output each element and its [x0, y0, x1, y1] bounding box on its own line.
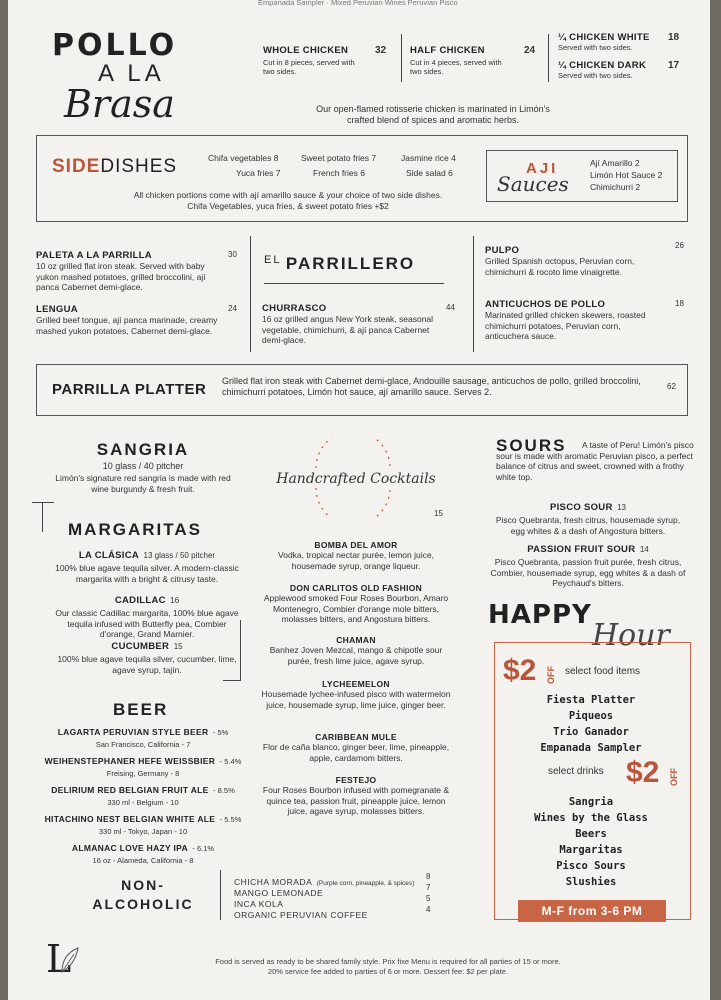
- beer-title: BEER: [113, 700, 169, 719]
- item-desc: 100% blue agave tequila silver, cucumber, lime, agave syrup, tajín.: [57, 654, 237, 675]
- side-price: 7: [371, 153, 377, 163]
- happy-hour-title: HAPPY: [488, 600, 592, 630]
- item-name: CUCUMBER: [111, 641, 170, 652]
- parrillero-title: [264, 254, 415, 274]
- item-name: CADILLAC: [114, 595, 166, 606]
- item-name: HALF CHICKEN: [410, 45, 485, 56]
- item-name: CHURRASCO: [262, 303, 327, 314]
- chicken-note: Our open-flamed rotisserie chicken is marinated in Limón's crafted blend of spices and aromatic herbs.: [316, 104, 550, 125]
- item-sub: Freising, Germany - 8: [106, 769, 180, 778]
- beer-item: [28, 838, 258, 865]
- side-item: [313, 168, 393, 179]
- side-price: 6: [360, 168, 365, 178]
- item-name: MANGO LEMONADE: [234, 888, 324, 898]
- item-desc: 100% blue agave tequila silver. A modern-classic margarita with a bright & citrusy taste.: [55, 563, 239, 584]
- side-price: 8: [273, 153, 279, 163]
- food-discount-label: select food items: [565, 666, 641, 677]
- happy-food-item: Piqueos: [568, 710, 614, 722]
- item-name: ANTICUCHOS DE POLLO: [485, 299, 606, 310]
- parrillero-item: [36, 304, 246, 336]
- item-name: LYCHEEMELON: [322, 679, 390, 689]
- brand-letter: L: [46, 937, 72, 981]
- logo-a-la: A LA: [98, 60, 165, 87]
- top-strip-text: Empanada Sampler · Mixed Peruvian Wines Peruvian Pisco: [258, 0, 458, 7]
- item-price: 30: [228, 250, 237, 259]
- aji-item: [590, 170, 680, 181]
- side-title-rest: DISHES: [100, 156, 178, 177]
- sangria-title: SANGRIA: [96, 440, 190, 459]
- side-name: French fries: [313, 168, 358, 178]
- cocktail-item: [260, 732, 452, 763]
- corner-line: [32, 502, 54, 503]
- divider: [473, 236, 474, 352]
- divider: [401, 34, 402, 82]
- item-price: 13: [617, 503, 626, 512]
- platter-desc: Grilled flat iron steak with Cabernet demi-glace, Andouille sausage, anticuchos de pollo, grilled broccolini, chimichurri potatoes, Limón hot sauce, ají amarillo sauce. Serves 2.: [222, 376, 641, 397]
- item-desc: Our classic Cadillac margarita, 100% blue agave tequila infused with Butterfly pea, Combier d'orange, Grand Marnier.: [55, 608, 239, 639]
- item-abv: - 5.5%: [219, 815, 242, 824]
- happy-drink-item: Pisco Sours: [556, 860, 626, 872]
- margarita-item: [52, 636, 242, 675]
- aji-name: Ají Amarillo: [590, 158, 633, 168]
- item-name: FESTEJO: [335, 775, 377, 785]
- item-price: 32: [375, 45, 387, 56]
- food-discount-off: OFF: [546, 666, 556, 684]
- item-abv: - 5.4%: [219, 757, 242, 766]
- beer-item: [28, 722, 258, 749]
- aji-price: 2: [635, 182, 641, 192]
- item-price: 13 glass / 50 pitcher: [143, 551, 216, 560]
- item-price: 8: [426, 872, 431, 881]
- side-name: Jasmine rice: [401, 153, 449, 163]
- item-desc: Marinated grilled chicken skewers, roasted chimichurri potatoes, Peruvian corn, anticuchera sauce.: [485, 310, 646, 341]
- platter-name: PARRILLA PLATTER: [52, 381, 207, 398]
- item-name: LAGARTA PERUVIAN STYLE BEER: [57, 727, 209, 737]
- sour-item: [488, 497, 688, 536]
- side-dishes-title: [52, 156, 177, 178]
- margaritas-title: MARGARITAS: [68, 520, 202, 539]
- aji-name: Limón Hot Sauce: [590, 170, 656, 180]
- logo-brasa: Brasa: [64, 82, 175, 126]
- leaf-icon: [58, 946, 80, 974]
- item-sub: 330 ml - Belgium - 10: [107, 798, 179, 807]
- side-name: Yuca fries: [236, 168, 274, 178]
- happy-food-item: Empanada Sampler: [540, 742, 642, 754]
- item-desc: Flor de caña blanco, ginger beer, lime, pineapple, apple, cardamom bitters.: [262, 742, 450, 763]
- happy-food-list: [496, 692, 686, 756]
- side-price: 4: [451, 153, 456, 163]
- item-name: CARIBBEAN MULE: [315, 732, 397, 742]
- item-name: INCA KOLA: [234, 899, 284, 909]
- item-name: ALMANAC LOVE HAZY IPA: [71, 843, 188, 853]
- item-price: 24: [228, 304, 237, 313]
- item-price: 24: [524, 45, 536, 56]
- item-desc: Housemade lychee-infused pisco with watermelon juice, housemade syrup, lime juice, ginger beer.: [261, 689, 451, 710]
- side-item: [406, 168, 486, 179]
- corner-line: [223, 680, 241, 681]
- item-abv: - 6.1%: [192, 844, 215, 853]
- aji-title: AJI: [526, 160, 559, 177]
- drink-discount-off: OFF: [669, 768, 679, 786]
- margarita-item: [52, 545, 242, 584]
- sangria-sub: 10 glass / 40 pitcher: [102, 461, 184, 471]
- item-abv: - 5%: [212, 728, 229, 737]
- happy-hour-times: M-F from 3-6 PM: [518, 900, 666, 922]
- item-name: PISCO SOUR: [549, 502, 613, 513]
- item-sub: 16 oz - Alameda, California - 8: [92, 856, 194, 865]
- item-desc: Grilled Spanish octopus, Peruvian corn, chimichurri & rocoto lime vinaigrette.: [485, 256, 635, 277]
- drink-discount-amount: $2: [626, 756, 660, 789]
- item-price: 18: [668, 32, 680, 43]
- item-price: 16: [170, 596, 180, 605]
- item-name: ¼ CHICKEN DARK: [558, 60, 647, 71]
- item-price: 18: [675, 299, 684, 308]
- item-desc: Four Roses Bourbon infused with pomegranate & quince tea, passion fruit, pineapple juice, lemon juice, agave syrup, molasses bitters.: [262, 785, 450, 816]
- item-price: 4: [426, 905, 431, 914]
- happy-food-item: Trio Ganador: [553, 726, 629, 738]
- happy-drink-list: [496, 794, 686, 890]
- half-chicken-item: [410, 45, 540, 76]
- brand-logo: [44, 937, 84, 982]
- item-price: 44: [446, 303, 455, 312]
- menu-page: [8, 0, 710, 1000]
- happy-drink-item: Beers: [575, 828, 607, 840]
- parrillero-item: [36, 250, 246, 293]
- side-name: Side salad: [406, 168, 446, 178]
- item-desc: Cut in 4 pieces, served with two sides.: [410, 58, 502, 76]
- non-alcoholic-title-1: NON-: [121, 877, 165, 893]
- aji-item: [590, 182, 680, 193]
- aji-sauces-title: Sauces: [497, 172, 569, 196]
- item-name: DELIRIUM RED BELGIAN FRUIT ALE: [51, 785, 209, 795]
- parrillero-item: [262, 303, 462, 346]
- happy-drink-item: Sangria: [568, 796, 614, 808]
- item-desc: Pisco Quebranta, fresh citrus, housemade syrup, egg whites & a dash of Angostura bitters.: [495, 515, 681, 536]
- happy-drink-item: Slushies: [565, 876, 617, 888]
- happy-food-item: Fiesta Platter: [546, 694, 636, 706]
- item-name: HITACHINO NEST BELGIAN WHITE ALE: [44, 814, 216, 824]
- item-name: PASSION FRUIT SOUR: [527, 544, 636, 555]
- item-desc: 10 oz grilled flat iron steak. Served with baby yukon mashed potatoes, grilled broccolini, ají panca Cabernet demi-glace.: [36, 261, 206, 292]
- item-price: 15: [173, 642, 183, 651]
- item-abv: - 8.5%: [213, 786, 235, 795]
- happy-drink-item: Margaritas: [559, 844, 623, 856]
- corner-line: [240, 620, 241, 680]
- item-desc: Served with two sides.: [558, 43, 633, 52]
- item-name: CHICHA MORADA: [234, 877, 313, 887]
- item-desc: Banhez Joven Mezcal, mango & chipotle sour purée, fresh lime juice, agave syrup.: [269, 645, 443, 666]
- item-note: (Purple corn, pineapple, & spices): [316, 880, 415, 887]
- item-desc: Applewood smoked Four Roses Bourbon, Amaro Montenegro, Combier d'orange mole bitters, molasses bitters, and Angostura bitters.: [263, 593, 449, 624]
- footer-line-1: Food is served as ready to be shared family style. Prix fixe Menu is required for all parties of 15 or more.: [215, 957, 561, 966]
- whole-chicken-item: [263, 45, 393, 76]
- cocktail-item: [260, 679, 452, 710]
- divider: [220, 870, 221, 920]
- item-name: LENGUA: [36, 304, 78, 315]
- sour-item: [488, 539, 688, 589]
- side-item: [208, 153, 298, 164]
- item-name: PALETA A LA PARRILLA: [36, 250, 152, 261]
- item-name: BOMBA DEL AMOR: [314, 540, 398, 550]
- item-price: 7: [426, 883, 431, 892]
- item-price: 14: [639, 545, 649, 554]
- footer-line-2: 20% service fee added to parties of 6 or more. Dessert fee: $2 per plate.: [267, 967, 509, 976]
- corner-line: [42, 502, 43, 532]
- quarter-dark-item: [558, 60, 688, 80]
- item-price: 26: [675, 241, 684, 250]
- item-name: ORGANIC PERUVIAN COFFEE: [234, 910, 368, 920]
- side-title-red: SIDE: [52, 156, 101, 177]
- happy-drink-item: Wines by the Glass: [534, 812, 648, 824]
- item-sub: 330 ml - Tokyo, Japan - 10: [98, 827, 188, 836]
- margarita-item: [52, 590, 242, 640]
- parrillero-title-small: EL: [264, 254, 282, 266]
- item-desc: 16 oz grilled angus New York steak, seasonal vegetable, chimichurri, & ají panca Cabernet demi-glace.: [262, 314, 434, 345]
- cocktails-title: Handcrafted Cocktails: [276, 471, 436, 487]
- side-name: Chifa vegetables: [208, 153, 272, 163]
- cocktail-item: [260, 583, 452, 625]
- divider: [264, 283, 444, 284]
- cocktail-item: [260, 775, 452, 817]
- parrillero-item: [485, 241, 685, 277]
- side-price: 6: [448, 168, 453, 178]
- item-price: 17: [668, 60, 680, 71]
- item-name: PULPO: [485, 245, 520, 256]
- sours-title: SOURS: [496, 436, 567, 455]
- aji-item: [590, 158, 680, 169]
- beer-item: [28, 780, 258, 807]
- logo-pollo: POLLO: [52, 28, 178, 63]
- item-desc: Cut in 8 pieces, served with two sides.: [263, 58, 355, 76]
- na-item: [234, 905, 434, 923]
- beer-item: [28, 809, 258, 836]
- cocktail-item: [260, 540, 452, 571]
- side-item: [401, 153, 491, 164]
- side-item: [236, 168, 316, 179]
- side-price: 7: [275, 168, 281, 178]
- item-name: WHOLE CHICKEN: [263, 45, 349, 56]
- cocktail-item: [260, 635, 452, 666]
- aji-price: 2: [657, 170, 663, 180]
- quarter-white-item: [558, 32, 688, 52]
- platter-price: 62: [667, 382, 676, 391]
- item-name: WEIHENSTEPHANER HEFE WEISSBIER: [44, 756, 216, 766]
- beer-item: [28, 751, 258, 778]
- parrillero-title-main: PARRILLERO: [285, 254, 416, 273]
- non-alcoholic-title-2: ALCOHOLIC: [92, 896, 194, 912]
- item-price: 5: [426, 894, 431, 903]
- item-desc: Served with two sides.: [558, 71, 633, 80]
- sours-intro: A taste of Peru! Limón's pisco sour is made with aromatic Peruvian pisco, a perfect balance of citrus and sweet, crowned with a frothy white top.: [496, 440, 694, 482]
- item-sub: San Francisco, California - 7: [95, 740, 191, 749]
- divider: [250, 236, 251, 352]
- sides-note-1: All chicken portions come with ají amarillo sauce & your choice of two side dishes.: [133, 190, 443, 200]
- side-item: [301, 153, 401, 164]
- item-desc: Pisco Quebranta, passion fruit purée, fresh citrus, Combier, housemade syrup, egg whites & a dash of Peychaud's bitters.: [490, 557, 686, 588]
- cocktails-price: 15: [434, 509, 443, 518]
- food-discount-amount: $2: [503, 654, 537, 687]
- side-name: Sweet potato fries: [301, 153, 370, 163]
- aji-name: Chimichurri: [590, 182, 633, 192]
- sangria-desc: Limón's signature red sangria is made with red wine burgundy & fresh fruit.: [55, 473, 231, 494]
- item-desc: Grilled beef tongue, ají panca marinade, creamy mashed yukon potatoes, Cabernet demi-glace.: [36, 315, 218, 336]
- item-name: ¼ CHICKEN WHITE: [558, 32, 650, 43]
- sides-note-2: Chifa Vegetables, yuca fries, & sweet potato fries +$2: [187, 201, 389, 211]
- drink-discount-label: select drinks: [548, 766, 604, 777]
- item-desc: Vodka, tropical nectar purée, lemon juice, housemade syrup, orange liqueur.: [278, 550, 434, 571]
- item-name: CHAMAN: [336, 635, 376, 645]
- item-name: DON CARLITOS OLD FASHION: [289, 583, 423, 593]
- divider: [548, 34, 549, 82]
- parrillero-item: [485, 299, 685, 342]
- happy-hour-script: Hour: [592, 618, 670, 653]
- aji-price: 2: [634, 158, 640, 168]
- item-name: LA CLÁSICA: [78, 550, 140, 561]
